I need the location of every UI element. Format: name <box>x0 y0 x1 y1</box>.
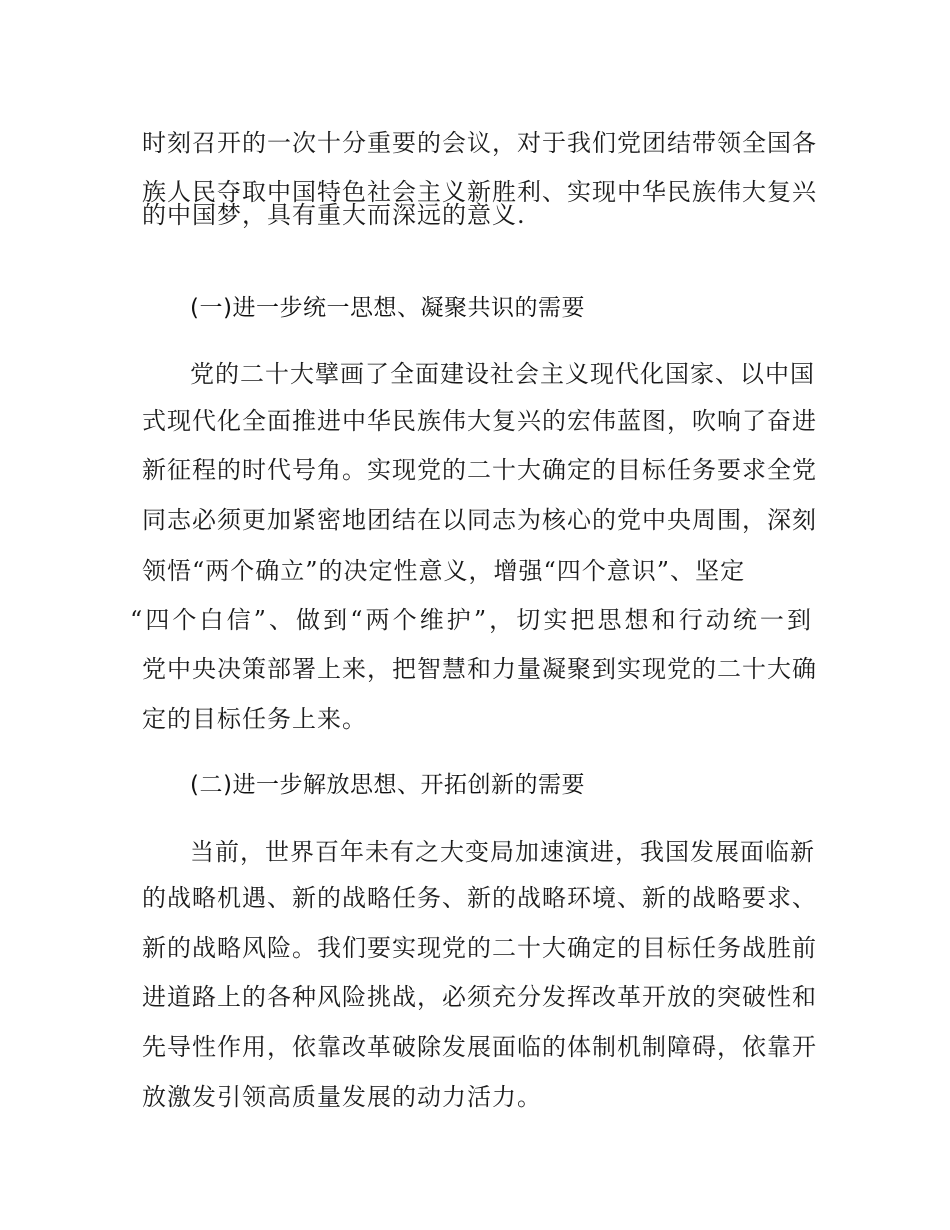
body-text-line: 先导性作用，依靠改革破除发展面临的体制机制障碍，依靠开 <box>142 1033 817 1061</box>
body-text-line: “四个白信”、做到“两个维护”，切实把思想和行动统一到 <box>130 606 812 634</box>
section-heading: (二)进一步解放思想、开拓创新的需要 <box>190 772 585 798</box>
body-text-line: 进道路上的各种风险挑战，必须充分发挥改革开放的突破性和 <box>142 983 817 1011</box>
body-text-line: 的战略机遇、新的战略任务、新的战略环境、新的战略要求、 <box>142 884 817 912</box>
section-heading: (一)进一步统一思想、凝聚共识的需要 <box>190 295 585 321</box>
body-text-line: 同志必须更加紧密地团结在以同志为核心的党中央周围，深刻 <box>142 506 817 534</box>
body-text-line: 式现代化全面推进中华民族伟大复兴的宏伟蓝图，吹响了奋进 <box>142 407 817 435</box>
body-text-line: 新的战略风险。我们要实现党的二十大确定的目标任务战胜前 <box>142 934 817 962</box>
body-text-line: 族人民夺取中国特色社会主义新胜利、实现中华民族伟大复兴 <box>142 178 817 206</box>
body-text-line: 党的二十大擘画了全面建设社会主义现代化国家、以中国 <box>190 360 815 388</box>
body-text-line: 放激发引领高质量发展的动力活力。 <box>142 1083 542 1111</box>
body-text-line: 的中国梦，具有重大而深远的意义. <box>142 201 526 229</box>
body-text-line: 定的目标任务上来。 <box>142 705 367 733</box>
body-text-line: 党中央决策部署上来，把智慧和力量凝聚到实现党的二十大确 <box>142 655 817 683</box>
body-text-line: 时刻召开的一次十分重要的会议，对于我们党团结带领全国各 <box>142 129 817 157</box>
body-text-line: 新征程的时代号角。实现党的二十大确定的目标任务要求全党 <box>142 456 817 484</box>
body-text-line: 当前，世界百年未有之大变局加速演进，我国发展面临新 <box>190 838 815 866</box>
body-text-line: 领悟“两个确立”的决定性意义，增强“四个意识”、坚定 <box>142 557 746 585</box>
